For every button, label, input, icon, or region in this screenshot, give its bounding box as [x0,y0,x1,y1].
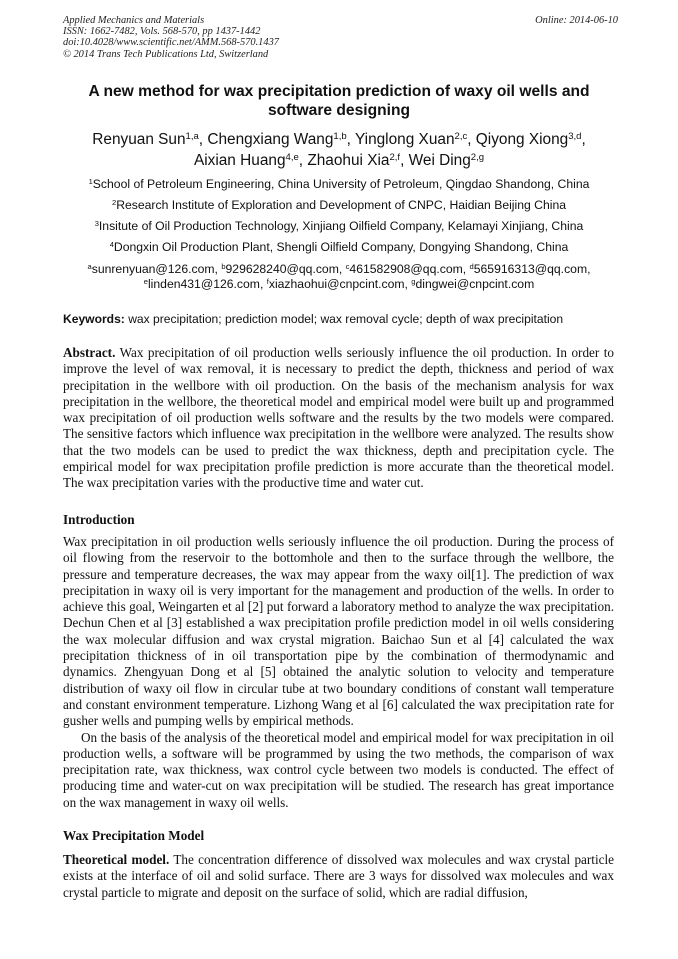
paragraph: On the basis of the analysis of the theoretical model and empirical model for wax precipitation in oil production wells, a software will be programmed by using the two methods, the comparison of wax precipitation rate, wax thickness, wax control cycle between two models is conducted. The effect of producing time and water-cut on wax precipitation will be studied. The research has great importance on the wax management in waxy oil wells. [63,729,614,810]
email: 461582908@qq.com, [349,262,470,276]
abstract-label: Abstract. [63,345,116,360]
doi-line: doi:10.4028/www.scientific.net/AMM.568-570.1437 [63,37,279,49]
email: dingwei@cnpcint.com [415,277,535,291]
email: 565916313@qq.com, [473,262,591,276]
email-list: $^a$sunrenyuan@126.com, $^b$929628240@qq.com, $^c$461582908@qq.com, $^d$565916313@qq.com, [87,261,591,276]
issn-line: ISSN: 1662-7482, Vols. 568-570, pp 1437-1442 [63,26,261,38]
introduction-body [63,534,614,811]
abstract [63,345,614,492]
journal-header [63,15,618,60]
affiliation: $^4$Dongxin Oil Production Plant, Shengli Oilfield Company, Dongying Shandong, China [109,239,569,254]
keywords [63,312,623,327]
author-list [60,130,618,171]
subsection-label: Theoretical model. [63,852,170,867]
author: Renyuan Sun$^{1,a}$, [92,130,208,148]
email: sunrenyuan@126.com, [91,262,222,276]
author: Yinglong Xuan$^{2,c}$, [354,130,476,148]
paragraph: The concentration difference of dissolved wax molecules and wax crystal particle exists at the interface of oil and solid surface. There are 3 ways for dissolved wax molecules and wax crystal particle to migrate and deposit on the surface of solid, which are radial diffusion, [63,852,614,900]
affiliation: $^1$School of Petroleum Engineering, China University of Petroleum, Qingdao Shandong, China [88,176,590,191]
keywords-text: wax precipitation; prediction model; wax removal cycle; depth of wax precipitation [124,312,564,326]
email: 929628240@qq.com, [225,262,346,276]
section-heading-wax-model: Wax Precipitation Model [63,828,205,843]
affiliation: $^3$Insitute of Oil Production Technology, Xinjiang Oilfield Company, Kelamayi Xinjiang, China [94,218,584,233]
author: Aixian Huang$^{4,e}$, [193,151,308,169]
email: linden431@126.com, [147,277,267,291]
author: Wei Ding$^{2,g}$ [408,151,485,169]
author: Qiyong Xiong$^{3,d}$, [475,130,586,148]
paragraph: Wax precipitation in oil production wells seriously influence the oil production. During the process of oil flowing from the reservoir to the bottomhole and then to the surface through the wellbore, the pressure and temperature decreases, the wax may appear from the waxy oil[1]. The prediction of wax precipitation in waxy oil is very important for the management and production of the wells. In order to achieve this goal, Weingarten et al [2] put forward a laboratory method to analyze the wax precipitation. Dechun Chen et al [3] established a wax precipitation profile prediction model in oil wells considering the wax molecular diffusion and wax crystal migration. Baichao Sun et al [4] calculated the wax precipitation thickness of in oil transportation pipe by the combination of thermodynamic and dynamics. Zhengyuan Dong et al [5] obtained the analytic solution to velocity and temperature distribution of waxy oil flow in circular tube at two boundary conditions of constant wall temperature and constant environment temperature. Lizhong Wang et al [6] calculated the wax precipitation rate for gusher wells and pumping wells by empirical methods. [63,534,614,729]
paper-title: A new method for wax precipitation prediction of waxy oil wells and software designing [88,83,590,119]
copyright-line: © 2014 Trans Tech Publications Ltd, Switzerland [63,48,269,60]
email-list: $^e$linden431@126.com, $^f$xiazhaohui@cnpcint.com, $^g$dingwei@cnpcint.com [143,276,535,291]
keywords-label: Keywords: [63,312,125,326]
wax-model-body [63,852,614,901]
author: Chengxiang Wang$^{1,b}$, [207,130,355,148]
email: xiazhaohui@cnpcint.com, [268,277,412,291]
journal-name: Applied Mechanics and Materials [63,15,205,26]
section-heading-introduction: Introduction [63,512,135,527]
abstract-text: Wax precipitation of oil production wells seriously influence the oil production. In order to improve the level of wax removal, it is necessary to predict the depth, thickness and period of wax precipitation in the wellbore with oil production. On the basis of the mechanism analysis for wax precipitation in the wellbore, the theoretical model and empirical model were built up and programmed wax precipitation of oil production wells software and the results by the two models were compared. The sensitive factors which influence wax precipitation in the wellbore were analyzed. The results show that the two models can be used to predict the wax thickness, depth and precipitation cycle. The empirical model for wax precipitation profile prediction is more accurate than the theoretical model. The wax precipitation varies with the productive time and water cut. [63,345,614,491]
online-date: Online: 2014-06-10 [535,15,618,26]
author: Zhaohui Xia$^{2,f}$, [307,151,409,169]
affiliation: $^2$Research Institute of Exploration and Development of CNPC, Haidian Beijing China [111,197,567,212]
